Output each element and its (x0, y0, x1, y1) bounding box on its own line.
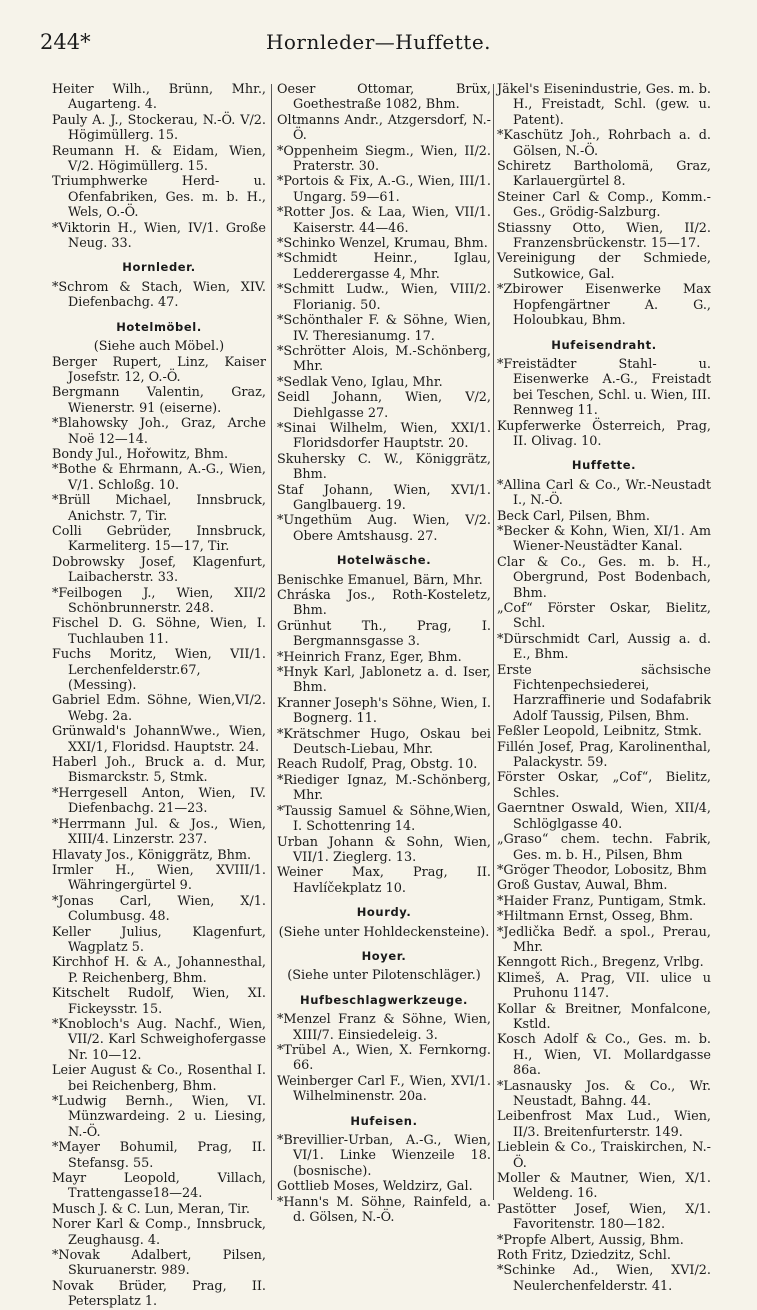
directory-entry: *Heinrich Franz, Eger, Bhm. (277, 649, 462, 665)
directory-entry: Fischel D. G. Söhne, Wien, I. Tuchlauben 11. (52, 616, 266, 647)
directory-entry: *Herrgesell Anton, Wien, IV. Diefenbachg. 21—23. (52, 785, 266, 817)
directory-entry: „Cof“ Förster Oskar, Bielitz, Schl. (497, 601, 711, 632)
directory-entry: Urban Johann & Sohn, Wien, VII/1. Zieglerg. 13. (277, 834, 491, 865)
section-heading: Hoyer. (361, 948, 407, 963)
directory-entry: *Gröger Theodor, Lobositz, Bhm (497, 862, 707, 878)
directory-entry: *Kaschütz Joh., Rohrbach a. d. Gölsen, N.-Ö. (497, 128, 711, 159)
directory-column-3 (497, 82, 711, 1294)
directory-entry: *Becker & Kohn, Wien, XI/1. Am Wiener-Neustädter Kanal. (497, 523, 711, 555)
directory-entry: Gottlieb Moses, Weldzirz, Gal. (277, 1179, 473, 1195)
cross-reference-note: (Siehe unter Pilotenschläger.) (287, 968, 481, 984)
directory-entry: Haberl Joh., Bruck a. d. Mur, Bismarckstr. 5, Stmk. (52, 755, 266, 786)
directory-entry: *Menzel Franz & Söhne, Wien, XIII/7. Einsiedeleig. 3. (277, 1012, 491, 1043)
directory-entry: *Knobloch's Aug. Nachf., Wien, VII/2. Karl Schweighofergasse Nr. 10—12. (52, 1016, 266, 1063)
directory-entry: *Herrmann Jul. & Jos., Wien, XIII/4. Linzerstr. 237. (52, 816, 266, 848)
directory-entry: Kupferwerke Österreich, Prag, II. Olivag. 10. (497, 418, 711, 449)
directory-entry: *Freistädter Stahl- u. Eisenwerke A.-G., Freistadt bei Teschen, Schl. u. Wien, III. Rennweg 11. (497, 356, 711, 419)
directory-entry: *Viktorin H., Wien, IV/1. Große Neug. 33. (52, 220, 266, 252)
directory-entry: *Schmitt Ludw., Wien, VIII/2. Florianig. 50. (277, 282, 491, 313)
directory-entry: *Hnyk Karl, Jablonetz a. d. Iser, Bhm. (277, 665, 491, 696)
directory-entry: *Jedlička Bedř. a spol., Prerau, Mhr. (497, 924, 711, 955)
page-header (0, 22, 757, 56)
directory-entry: Kranner Joseph's Söhne, Wien, I. Bognerg. 11. (277, 695, 491, 727)
cross-reference-note: (Siehe auch Möbel.) (93, 339, 225, 355)
directory-entry: *Brüll Michael, Innsbruck, Anichstr. 7, Tir. (52, 493, 266, 524)
directory-entry: Moller & Mautner, Wien, X/1. Weldeng. 16. (497, 1171, 711, 1202)
directory-entry: Staf Johann, Wien, XVI/1. Ganglbauerg. 19. (277, 482, 491, 513)
directory-entry: *Feilbogen J., Wien, XII/2 Schönbrunnerstr. 248. (52, 585, 266, 616)
directory-entry: *Sinai Wilhelm, Wien, XXI/1. Floridsdorfer Hauptstr. 20. (277, 420, 491, 452)
directory-entry: Kenngott Rich., Bregenz, Vrlbg. (497, 955, 704, 971)
directory-entry: Grünwald's JohannWwe., Wien, XXI/1, Floridsd. Hauptstr. 24. (52, 724, 266, 755)
directory-entry: Berger Rupert, Linz, Kaiser Josefstr. 12, O.-Ö. (52, 354, 266, 385)
directory-entry: *Trübel A., Wien, X. Fernkorng. 66. (277, 1042, 491, 1074)
directory-entry: *Oppenheim Siegm., Wien, II/2. Praterstr. 30. (277, 143, 491, 175)
section-heading: Hornleder. (122, 260, 196, 275)
directory-entry: *Lasnausky Jos. & Co., Wr. Neustadt, Bahng. 44. (497, 1078, 711, 1109)
directory-entry: Fillén Josef, Prag, Karolinenthal, Palackystr. 59. (497, 739, 711, 771)
directory-entry: *Ungethüm Aug. Wien, V/2. Obere Amtshausg. 27. (277, 513, 491, 544)
section-heading: Hufeisendraht. (551, 337, 657, 352)
directory-entry: *Sedlak Veno, Iglau, Mhr. (277, 374, 443, 390)
directory-entry: *Schrötter Alois, M.-Schönberg, Mhr. (277, 343, 491, 375)
column-divider (493, 84, 494, 1200)
directory-entry: Norer Karl & Comp., Innsbruck, Zeughausg. 4. (52, 1217, 266, 1248)
section-heading: Huffette. (571, 458, 637, 473)
directory-entry: Feßler Leopold, Leibnitz, Stmk. (497, 724, 702, 740)
directory-entry: *Dürschmidt Carl, Aussig a. d. E., Bhm. (497, 631, 711, 663)
directory-entry: Roth Fritz, Dziedzitz, Schl. (497, 1248, 671, 1264)
directory-entry: Gaerntner Oswald, Wien, XII/4, Schlöglgasse 40. (497, 801, 711, 832)
directory-entry: Gabriel Edm. Söhne, Wien,VI/2. Webg. 2a. (52, 693, 266, 724)
directory-entry: Clar & Co., Ges. m. b. H., Obergrund, Post Bodenbach, Bhm. (497, 554, 711, 601)
directory-entry: Förster Oskar, „Cof“, Bielitz, Schles. (497, 770, 711, 801)
directory-entry: Groß Gustav, Auwal, Bhm. (497, 878, 668, 894)
directory-entry: Weinberger Carl F., Wien, XVI/1. Wilhelminenstr. 20a. (277, 1073, 491, 1105)
directory-entry: *Krätschmer Hugo, Oskau bei Deutsch-Liebau, Mhr. (277, 726, 491, 758)
directory-entry: *Novak Adalbert, Pilsen, Skuruanerstr. 989. (52, 1248, 266, 1279)
directory-entry: Stiassny Otto, Wien, II/2. Franzensbrückenstr. 15—17. (497, 220, 711, 252)
directory-entry: *Schrom & Stach, Wien, XIV. Diefenbachg. 47. (52, 279, 266, 311)
section-heading: Hufeisen. (350, 1113, 418, 1128)
directory-entry: „Graso“ chem. techn. Fabrik, Ges. m. b. H., Pilsen, Bhm (497, 832, 711, 863)
directory-entry: Musch J. & C. Lun, Meran, Tir. (52, 1201, 250, 1217)
directory-entry: Bergmann Valentin, Graz, Wienerstr. 91 (eiserne). (52, 385, 266, 416)
directory-entry: Irmler H., Wien, XVIII/1. Währingergürtel 9. (52, 862, 266, 894)
section-heading: Hotelwäsche. (336, 553, 432, 568)
directory-entry: Kirchhof H. & A., Johannesthal, P. Reichenberg, Bhm. (52, 955, 266, 986)
directory-entry: Vereinigung der Schmiede, Sutkowice, Gal. (497, 251, 711, 282)
directory-entry: *Riediger Ignaz, M.-Schönberg, Mhr. (277, 772, 491, 804)
directory-entry: Leier August & Co., Rosenthal I. bei Reichenberg, Bhm. (52, 1063, 266, 1094)
section-heading: Hourdy. (356, 905, 412, 920)
directory-entry: Keller Julius, Klagenfurt, Wagplatz 5. (52, 924, 266, 955)
directory-entry: Seidl Johann, Wien, V/2, Diehlgasse 27. (277, 390, 491, 421)
directory-entry: Oeser Ottomar, Brüx, Goethestraße 1082, Bhm. (277, 82, 491, 113)
directory-column-1 (52, 82, 266, 1310)
directory-entry: Fuchs Moritz, Wien, VII/1. Lerchenfelderstr.67,(Messing). (52, 647, 266, 694)
directory-entry: Kollar & Breitner, Monfalcone, Kstld. (497, 1001, 711, 1032)
directory-entry: Pastötter Josef, Wien, X/1. Favoritenstr. 180—182. (497, 1201, 711, 1233)
section-heading: Hotelmöbel. (116, 319, 202, 334)
section-heading: Hufbeschlagwerkzeuge. (299, 992, 469, 1007)
directory-entry: Novak Brüder, Prag, II. Petersplatz 1. (52, 1278, 266, 1310)
directory-entry: *Blahowsky Joh., Graz, Arche Noë 12—14. (52, 416, 266, 447)
directory-entry: Oltmanns Andr., Atzgersdorf, N.-Ö. (277, 112, 491, 144)
directory-entry: Weiner Max, Prag, II. Havlíčekplatz 10. (277, 865, 491, 896)
directory-entry: *Propfe Albert, Aussig, Bhm. (497, 1232, 684, 1248)
directory-entry: Schiretz Bartholomä, Graz, Karlauergürtel 8. (497, 159, 711, 190)
directory-entry: Mayr Leopold, Villach, Trattengasse18—24. (52, 1171, 266, 1202)
directory-entry: Bondy Jul., Hořowitz, Bhm. (52, 446, 229, 462)
directory-entry: Triumphwerke Herd- u. Ofenfabriken, Ges. m. b. H., Wels, O.-Ö. (52, 174, 266, 221)
directory-entry: *Ludwig Bernh., Wien, VI. Münzwardeing. 2 u. Liesing, N.-Ö. (52, 1094, 266, 1140)
directory-entry: Steiner Carl & Comp., Komm.-Ges., Grödig-Salzburg. (497, 189, 711, 221)
directory-entry: Skuhersky C. W., Königgrätz, Bhm. (277, 451, 491, 483)
directory-entry: Benischke Emanuel, Bärn, Mhr. (277, 572, 483, 588)
directory-entry: Reumann H. & Eidam, Wien, V/2. Högimüllerg. 15. (52, 143, 266, 175)
directory-entry: *Allina Carl & Co., Wr.-Neustadt I., N.-Ö. (497, 477, 711, 509)
directory-entry: *Hann's M. Söhne, Rainfeld, a. d. Gölsen, N.-Ö. (277, 1194, 491, 1226)
directory-entry: *Rotter Jos. & Laa, Wien, VII/1. Kaiserstr. 44—46. (277, 205, 491, 236)
directory-entry: *Hiltmann Ernst, Osseg, Bhm. (497, 909, 694, 925)
directory-entry: Colli Gebrüder, Innsbruck, Karmeliterg. 15—17, Tir. (52, 523, 266, 555)
directory-entry: Erste sächsische Fichtenpechsiederei, Harzraffinerie und Sodafabrik Adolf Taussig, Pilsen, Bhm. (497, 662, 711, 724)
directory-entry: *Schinko Wenzel, Krumau, Bhm. (277, 236, 488, 252)
directory-entry: Jäkel's Eisenindustrie, Ges. m. b. H., Freistadt, Schl. (gew. u. Patent). (497, 82, 711, 128)
directory-entry: *Schinke Ad., Wien, XVI/2. Neulerchenfelderstr. 41. (497, 1263, 711, 1294)
directory-entry: Lieblein & Co., Traiskirchen, N.-Ö. (497, 1140, 711, 1171)
directory-entry: Hlavaty Jos., Königgrätz, Bhm. (52, 847, 252, 863)
directory-entry: *Zbirower Eisenwerke Max Hopfengärtner A. G., Holoubkau, Bhm. (497, 282, 711, 329)
directory-entry: *Taussig Samuel & Söhne,Wien, I. Schottenring 14. (277, 803, 491, 835)
directory-entry: Grünhut Th., Prag, I. Bergmannsgasse 3. (277, 618, 491, 650)
directory-entry: Chráska Jos., Roth-Kosteletz, Bhm. (277, 588, 491, 619)
directory-entry: *Portois & Fix, A.-G., Wien, III/1. Ungarg. 59—61. (277, 174, 491, 205)
directory-entry: *Brevillier-Urban, A.-G., Wien, VI/1. Linke Wienzeile 18. (bosnische). (277, 1133, 491, 1179)
directory-entry: Dobrowsky Josef, Klagenfurt, Laibacherstr. 33. (52, 554, 266, 586)
directory-entry: *Mayer Bohumil, Prag, II. Stefansg. 55. (52, 1140, 266, 1171)
page-title: Hornleder—Huffette. (265, 30, 492, 54)
directory-entry: *Bothe & Ehrmann, A.-G., Wien, V/1. Schloßg. 10. (52, 462, 266, 493)
directory-entry: Pauly A. J., Stockerau, N.-Ö. V/2. Högimüllerg. 15. (52, 112, 266, 144)
directory-entry: Kosch Adolf & Co., Ges. m. b. H., Wien, VI. Mollardgasse 86a. (497, 1032, 711, 1079)
directory-entry: Beck Carl, Pilsen, Bhm. (497, 508, 650, 524)
directory-entry: Leibenfrost Max Lud., Wien, II/3. Breitenfurterstr. 149. (497, 1109, 711, 1140)
page-number: 244* (40, 30, 91, 54)
directory-entry: Klimeš, A. Prag, VII. ulice u Pruhonu 1147. (497, 970, 711, 1002)
directory-entry: *Schönthaler F. & Söhne, Wien, IV. Theresianumg. 17. (277, 313, 491, 344)
directory-entry: *Jonas Carl, Wien, X/1. Columbusg. 48. (52, 893, 266, 925)
column-divider (271, 84, 272, 1200)
directory-entry: *Schmidt Heinr., Iglau, Ledderergasse 4, Mhr. (277, 251, 491, 282)
cross-reference-note: (Siehe unter Hohldeckensteine). (278, 924, 490, 940)
directory-column-2 (277, 82, 491, 1225)
directory-entry: Kitschelt Rudolf, Wien, XI. Fickeysstr. 15. (52, 986, 266, 1017)
directory-entry: Heiter Wilh., Brünn, Mhr., Augarteng. 4. (52, 82, 266, 113)
directory-entry: Reach Rudolf, Prag, Obstg. 10. (277, 757, 478, 773)
directory-entry: *Haider Franz, Puntigam, Stmk. (497, 893, 707, 909)
